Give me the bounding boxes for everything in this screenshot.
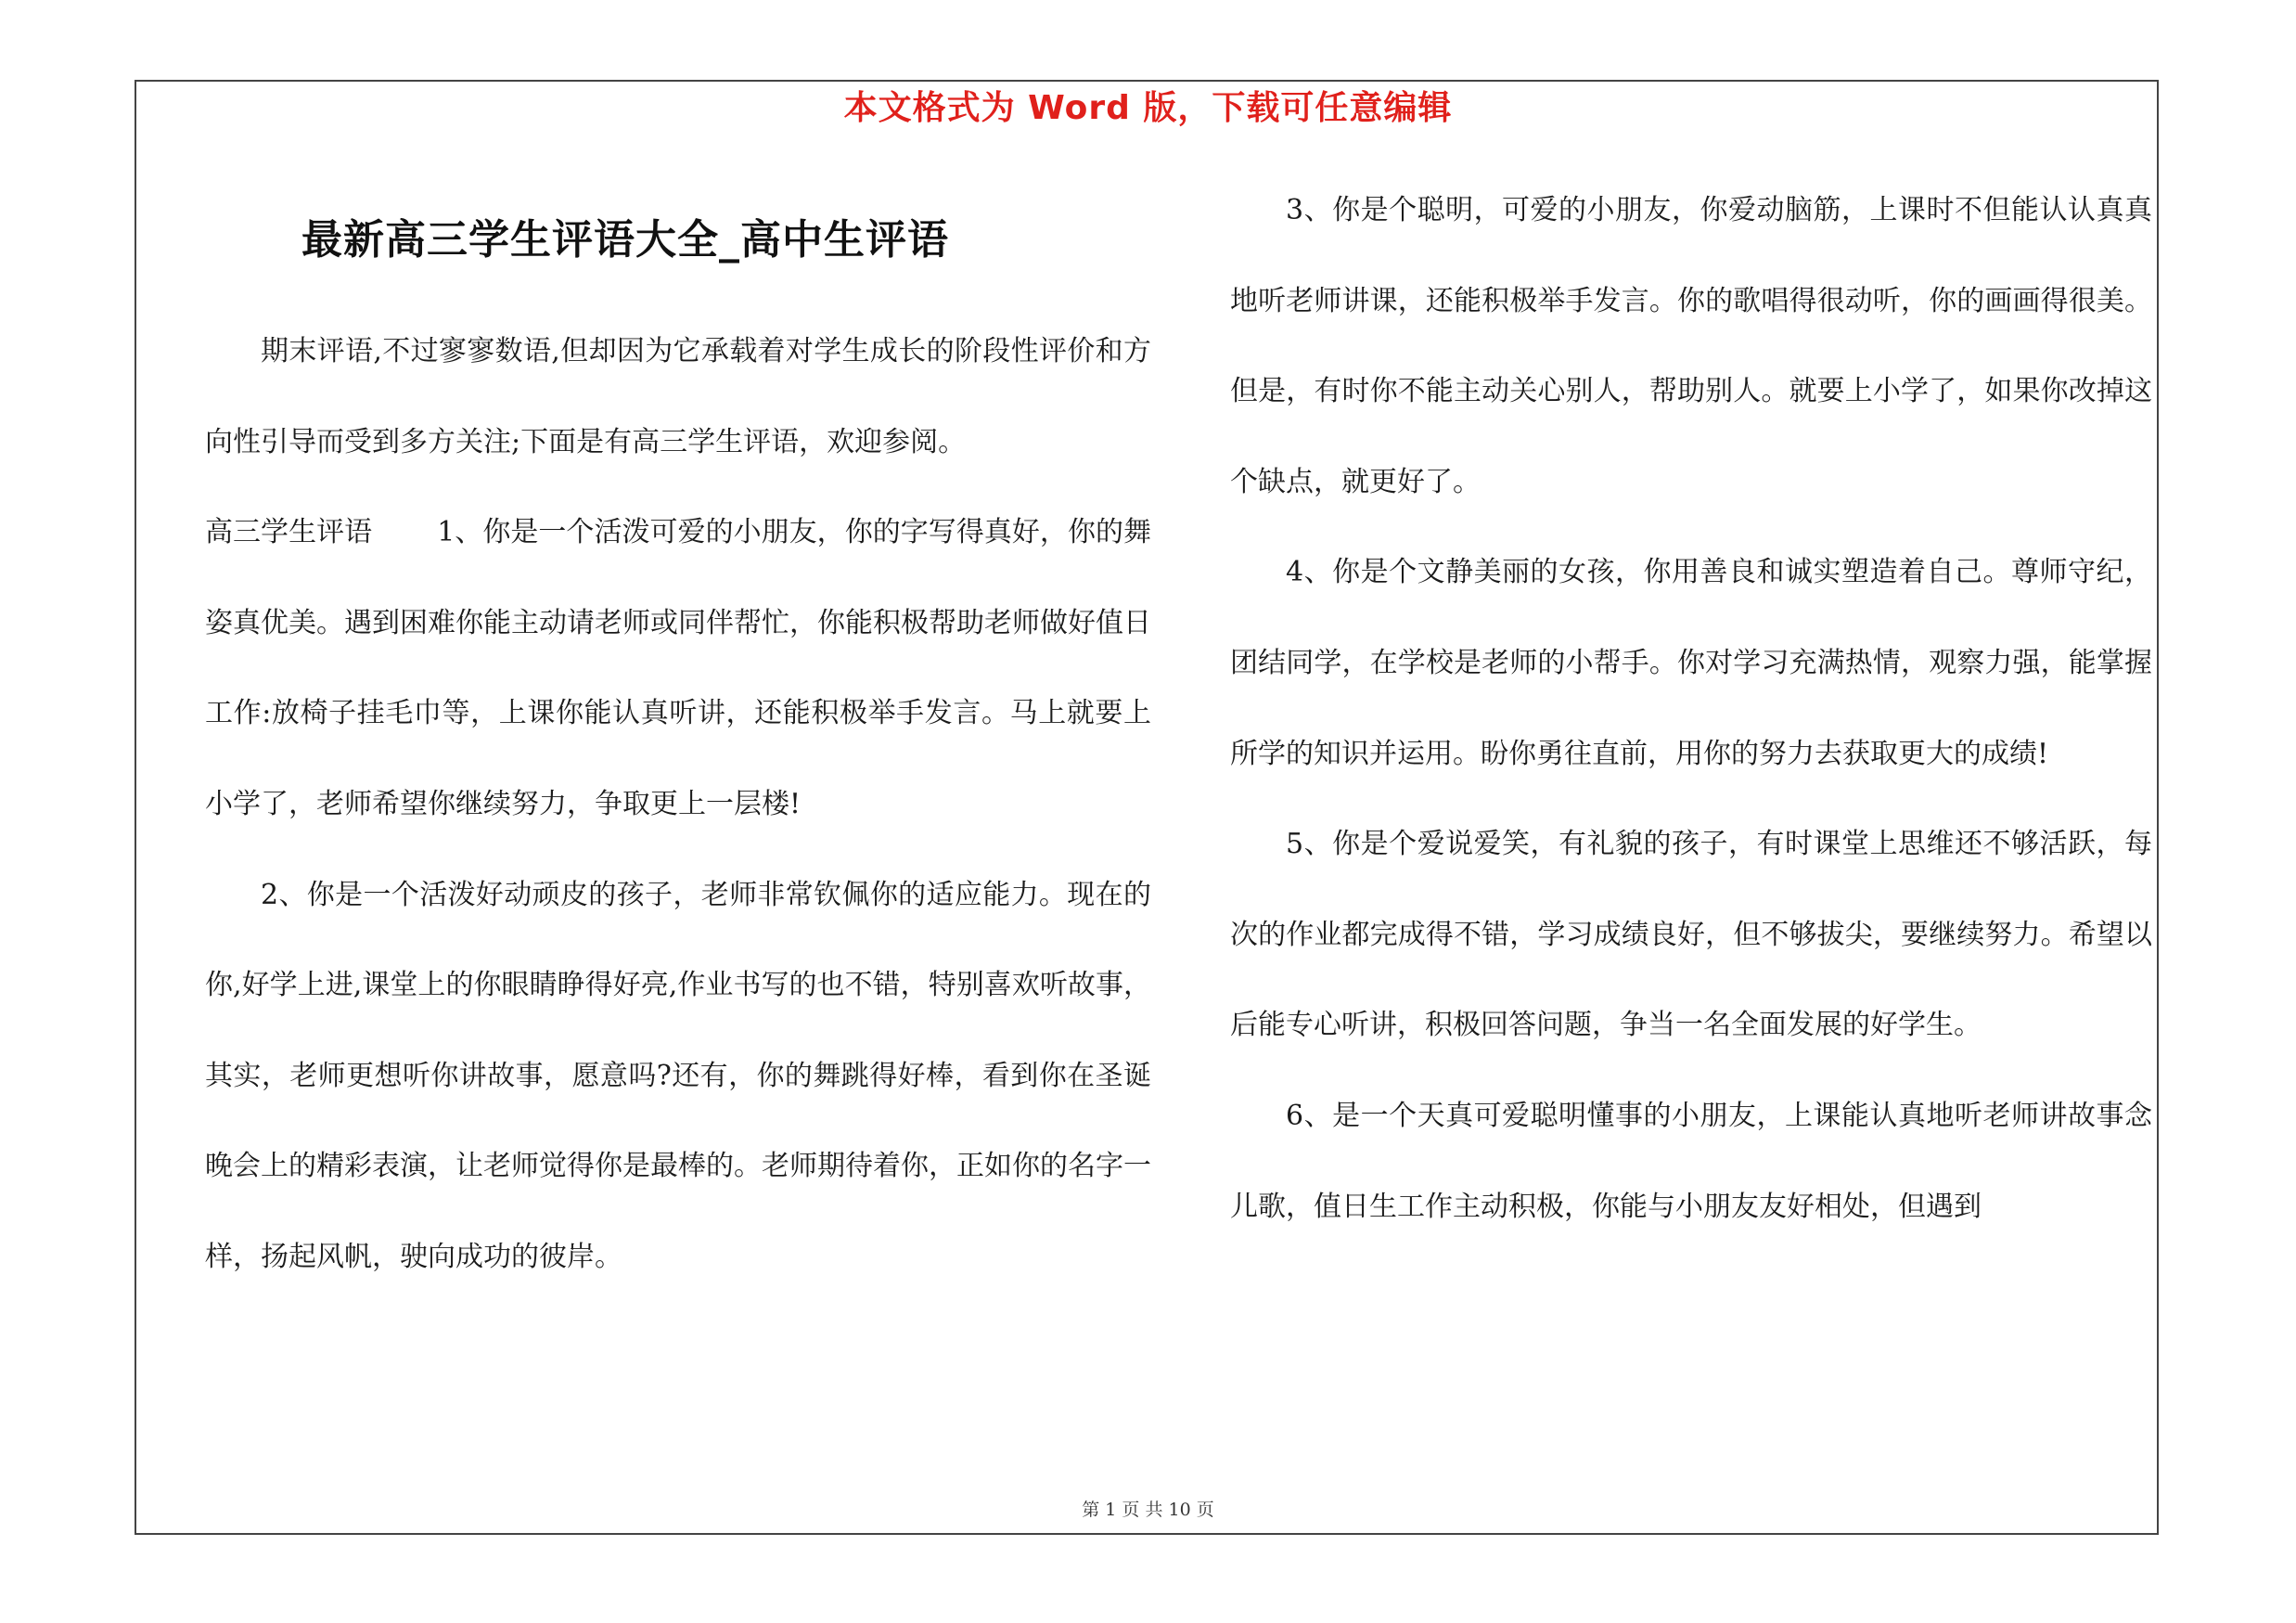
comment-item-5: 5、你是个爱说爱笑，有礼貌的孩子，有时课堂上思维还不够活跃，每次的作业都完成得不错，学习成绩良好，但不够拔尖，要继续努力。希望以后能专心听讲，积极回答问题，争当一名全面发展的好学生。 bbox=[1230, 828, 2152, 1042]
page-number: 第 1 页 共 10 页 bbox=[1082, 1500, 1214, 1520]
intro-paragraph: 期末评语,不过寥寥数语,但却因为它承载着对学生成长的阶段性评价和方向性引导而受到多方关注;下面是有高三学生评语，欢迎参阅。 bbox=[205, 335, 1151, 458]
comment-item-4: 4、你是个文静美丽的女孩，你用善良和诚实塑造着自己。尊师守纪，团结同学，在学校是老师的小帮手。你对学习充满热情，观察力强，能掌握所学的知识并运用。盼你勇往直前，用你的努力去获取更大的成绩! bbox=[1230, 556, 2152, 770]
document-title: 最新高三学生评语大全_高中生评语 bbox=[301, 216, 949, 264]
left-column bbox=[205, 306, 1151, 1303]
comment-item-1: 1、你是一个活泼可爱的小朋友，你的字写得真好，你的舞姿真优美。遇到困难你能主动请老师或同伴帮忙，你能积极帮助老师做好值日工作:放椅子挂毛巾等，上课你能认真听讲，还能积极举手发言。马上就要上小学了，老师希望你继续努力，争取更上一层楼! bbox=[205, 516, 1152, 820]
comment-item-3: 3、你是个聪明，可爱的小朋友，你爱动脑筋，上课时不但能认认真真地听老师讲课，还能积极举手发言。你的歌唱得很动听，你的画画得很美。但是，有时你不能主动关心别人，帮助别人。就要上小学了，如果你改掉这个缺点，就更好了。 bbox=[1230, 194, 2152, 498]
format-banner: 本文格式为 Word 版，下载可任意编辑 bbox=[843, 89, 1453, 127]
right-column bbox=[1230, 165, 2152, 1252]
comment-item-2: 2、你是一个活泼好动顽皮的孩子，老师非常钦佩你的适应能力。现在的你,好学上进,课堂上的你眼睛睁得好亮,作业书写的也不错，特别喜欢听故事，其实，老师更想听你讲故事，愿意吗?还有，你的舞跳得好棒，看到你在圣诞晚会上的精彩表演，让老师觉得你是最棒的。老师期待着你，正如你的名字一样，扬起风帆，驶向成功的彼岸。 bbox=[205, 878, 1151, 1273]
section-label: 高三学生评语 bbox=[205, 516, 373, 549]
comment-item-6: 6、是一个天真可爱聪明懂事的小朋友，上课能认真地听老师讲故事念儿歌，值日生工作主动积极，你能与小朋友友好相处，但遇到 bbox=[1230, 1099, 2152, 1223]
section-paragraph bbox=[205, 487, 1151, 849]
